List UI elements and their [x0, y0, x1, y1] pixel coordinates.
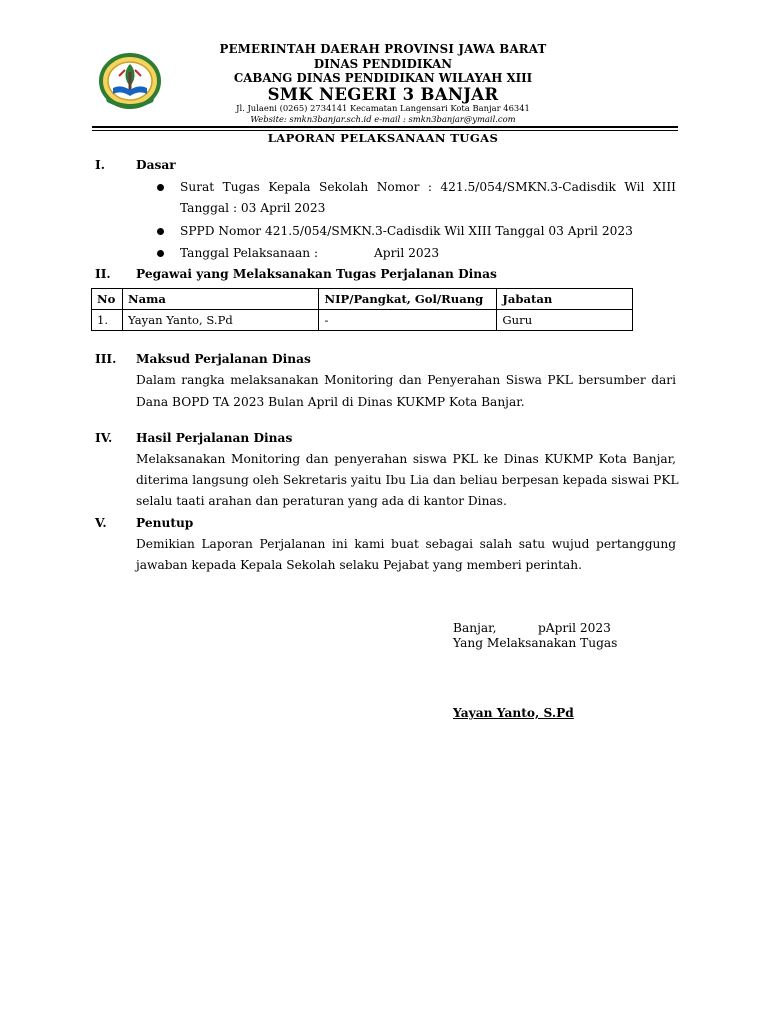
dasar-item-3-value: April 2023 [374, 246, 440, 260]
cell-no: 1. [92, 310, 123, 331]
dasar-item-2: SPPD Nomor 421.5/054/SMKN.3-Cadisdik Wil XIII Tanggal 03 April 2023 [180, 224, 633, 238]
section-5-line-2: jawaban kepada Kepala Sekolah selaku Pejabat yang memberi perintah. [136, 558, 582, 572]
section-4-line-2: diterima langsung oleh Sekretaris yaitu Ibu Lia dan beliau berpesan kepada siswai PKL [136, 473, 679, 487]
table-row [92, 310, 633, 331]
section-2-number: II. [95, 267, 111, 281]
section-3-line-1: Dalam rangka melaksanakan Monitoring dan Penyerahan Siswa PKL bersumber dari [136, 373, 676, 387]
document-title: LAPORAN PELAKSANAAN TUGAS [267, 131, 499, 145]
employee-table [91, 288, 633, 331]
letterhead-school-name: SMK NEGERI 3 BANJAR [267, 85, 499, 104]
section-1-number: I. [95, 158, 105, 172]
section-5-line-1: Demikian Laporan Perjalanan ini kami buat sebagai salah satu wujud pertanggung [136, 537, 676, 551]
column-header-jabatan: Jabatan [497, 289, 633, 310]
signature-place: Banjar, [453, 621, 497, 635]
cell-nama: Yayan Yanto, S.Pd [122, 310, 319, 331]
bullet-icon [157, 250, 164, 257]
dasar-item-3-label: Tanggal Pelaksanaan : [180, 246, 319, 260]
province-emblem-icon [99, 52, 161, 110]
cell-jabatan: Guru [497, 310, 633, 331]
dasar-item-1-line-1: Surat Tugas Kepala Sekolah Nomor : 421.5/054/SMKN.3-Cadisdik Wil XIII [180, 180, 676, 194]
letterhead-branch: CABANG DINAS PENDIDIKAN WILAYAH XIII [233, 71, 533, 85]
column-header-nip: NIP/Pangkat, Gol/Ruang [319, 289, 497, 310]
signature-role: Yang Melaksanakan Tugas [453, 636, 618, 650]
section-2-heading: Pegawai yang Melaksanakan Tugas Perjalanan Dinas [136, 267, 497, 281]
section-5-number: V. [95, 516, 107, 530]
letterhead-government: PEMERINTAH DAERAH PROVINSI JAWA BARAT [219, 42, 547, 56]
section-4-line-3: selalu taati arahan dan peraturan yang ada di kantor Dinas. [136, 494, 507, 508]
section-3-heading: Maksud Perjalanan Dinas [136, 352, 311, 366]
letterhead-address: Jl. Julaeni (0265) 2734141 Kecamatan Langensari Kota Banjar 46341 [236, 103, 530, 113]
signature-name: Yayan Yanto, S.Pd [453, 706, 574, 720]
bullet-icon [157, 184, 164, 191]
column-header-no: No [92, 289, 123, 310]
dasar-item-1-line-2: Tanggal : 03 April 2023 [180, 201, 326, 215]
section-3-number: III. [95, 352, 117, 366]
letterhead-contact: Website: smkn3banjar.sch.id e-mail : smkn3banjar@ymail.com [250, 114, 516, 124]
signature-date: pApril 2023 [538, 621, 611, 635]
letterhead-agency: DINAS PENDIDIKAN [313, 57, 453, 71]
table-header-row [92, 289, 633, 310]
section-4-number: IV. [95, 431, 113, 445]
column-header-nama: Nama [122, 289, 319, 310]
cell-nip: - [319, 310, 497, 331]
section-1-heading: Dasar [136, 158, 176, 172]
section-3-line-2: Dana BOPD TA 2023 Bulan April di Dinas KUKMP Kota Banjar. [136, 395, 525, 409]
section-4-line-1: Melaksanakan Monitoring dan penyerahan siswa PKL ke Dinas KUKMP Kota Banjar, [136, 452, 676, 466]
letterhead-divider [92, 126, 678, 128]
section-4-heading: Hasil Perjalanan Dinas [136, 431, 293, 445]
bullet-icon [157, 228, 164, 235]
section-5-heading: Penutup [136, 516, 194, 530]
